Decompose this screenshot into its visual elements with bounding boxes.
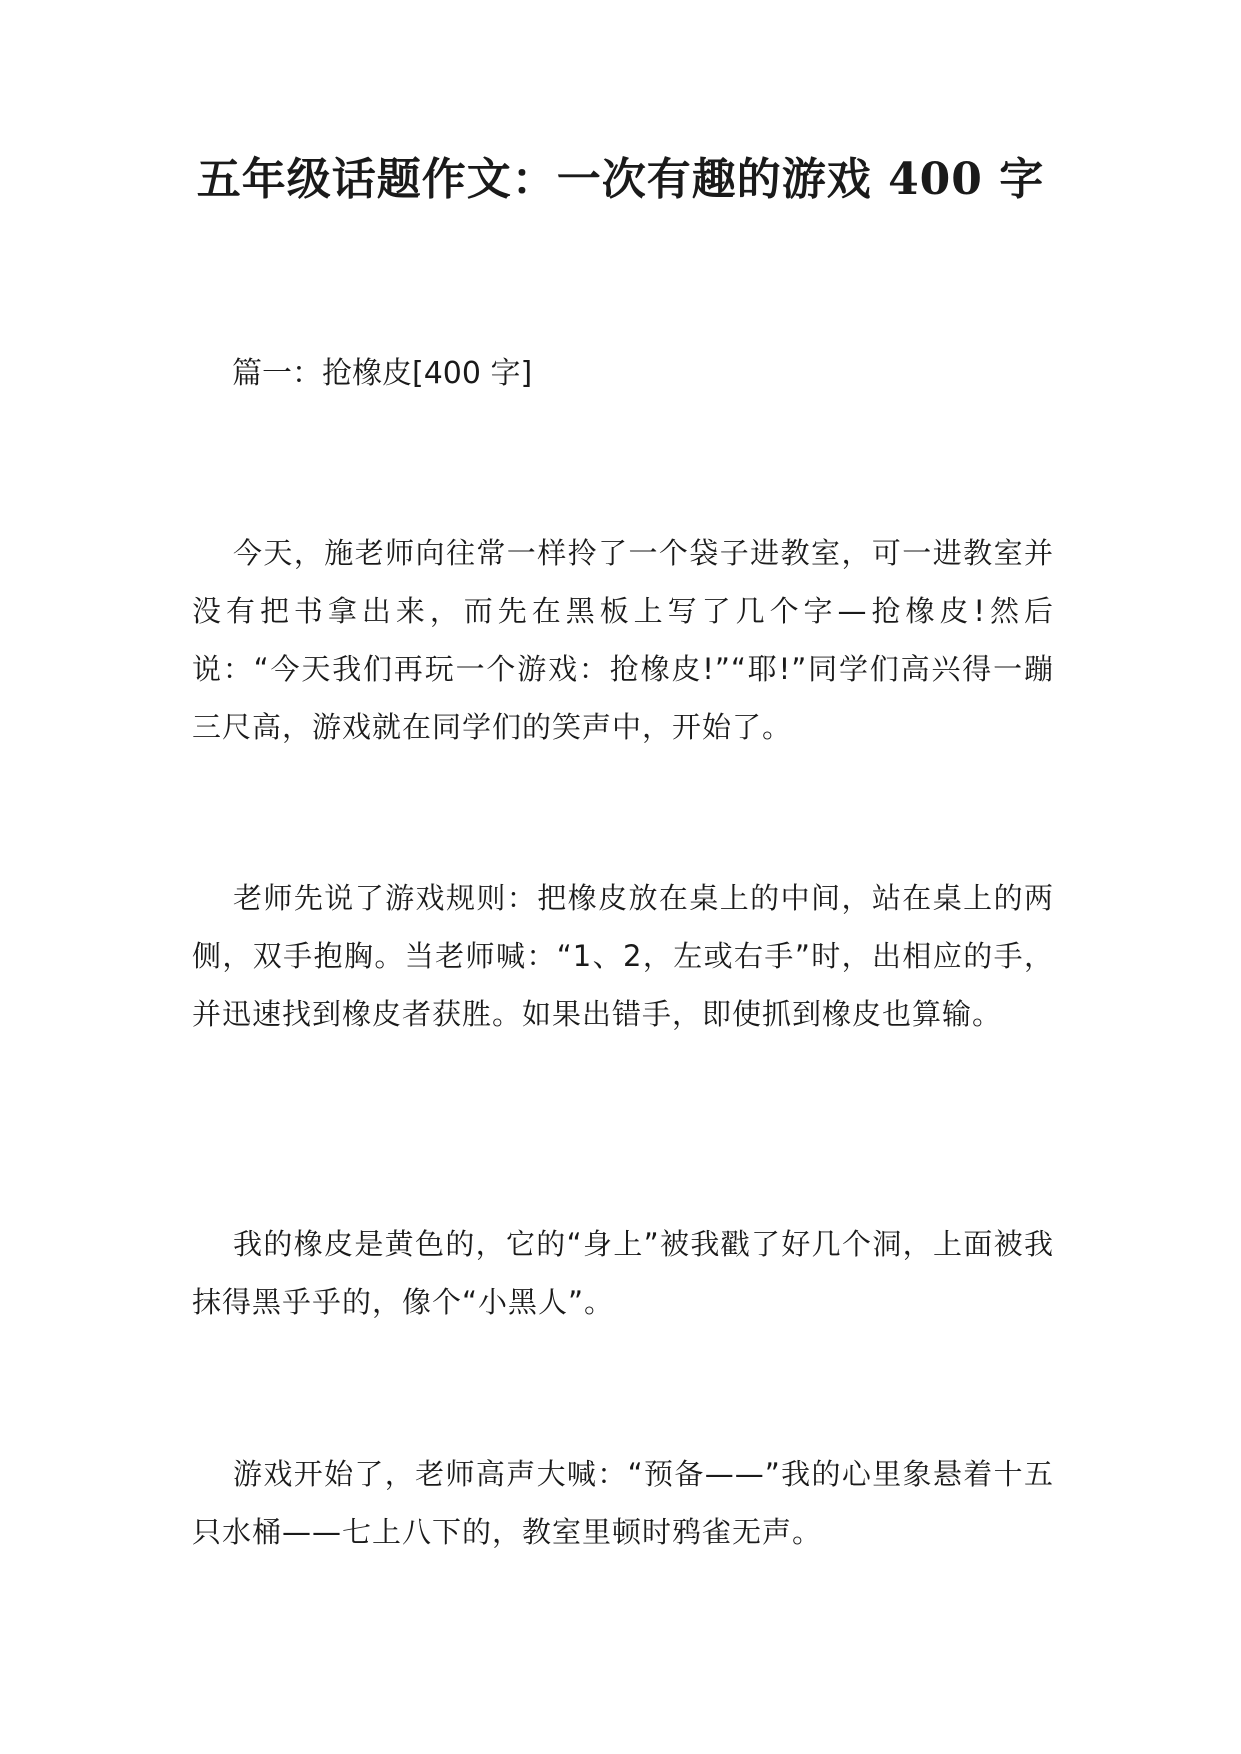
paragraph-1: 今天，施老师向往常一样拎了一个袋子进教室，可一进教室并没有把书拿出来，而先在黑板上写了几个字—抢橡皮!然后说：“今天我们再玩一个游戏：抢橡皮!”“耶!”同学们高兴得一蹦三尺高，游戏就在同学们的笑声中，开始了。 (192, 536, 1054, 744)
paragraph-2: 老师先说了游戏规则：把橡皮放在桌上的中间，站在桌上的两侧，双手抱胸。当老师喊：“1、2，左或右手”时，出相应的手，并迅速找到橡皮者获胜。如果出错手，即使抓到橡皮也算输。 (192, 881, 1054, 1031)
paragraph-4: 游戏开始了，老师高声大喊：“预备——”我的心里象悬着十五只水桶——七上八下的，教室里顿时鸦雀无声。 (192, 1457, 1054, 1549)
section-heading: 篇一：抢橡皮[400 字] (232, 356, 533, 391)
page-title: 五年级话题作文：一次有趣的游戏 400 字 (196, 154, 1045, 205)
paragraph-3: 我的橡皮是黄色的，它的“身上”被我戳了好几个洞，上面被我抹得黑乎乎的，像个“小黑人”。 (192, 1227, 1054, 1319)
